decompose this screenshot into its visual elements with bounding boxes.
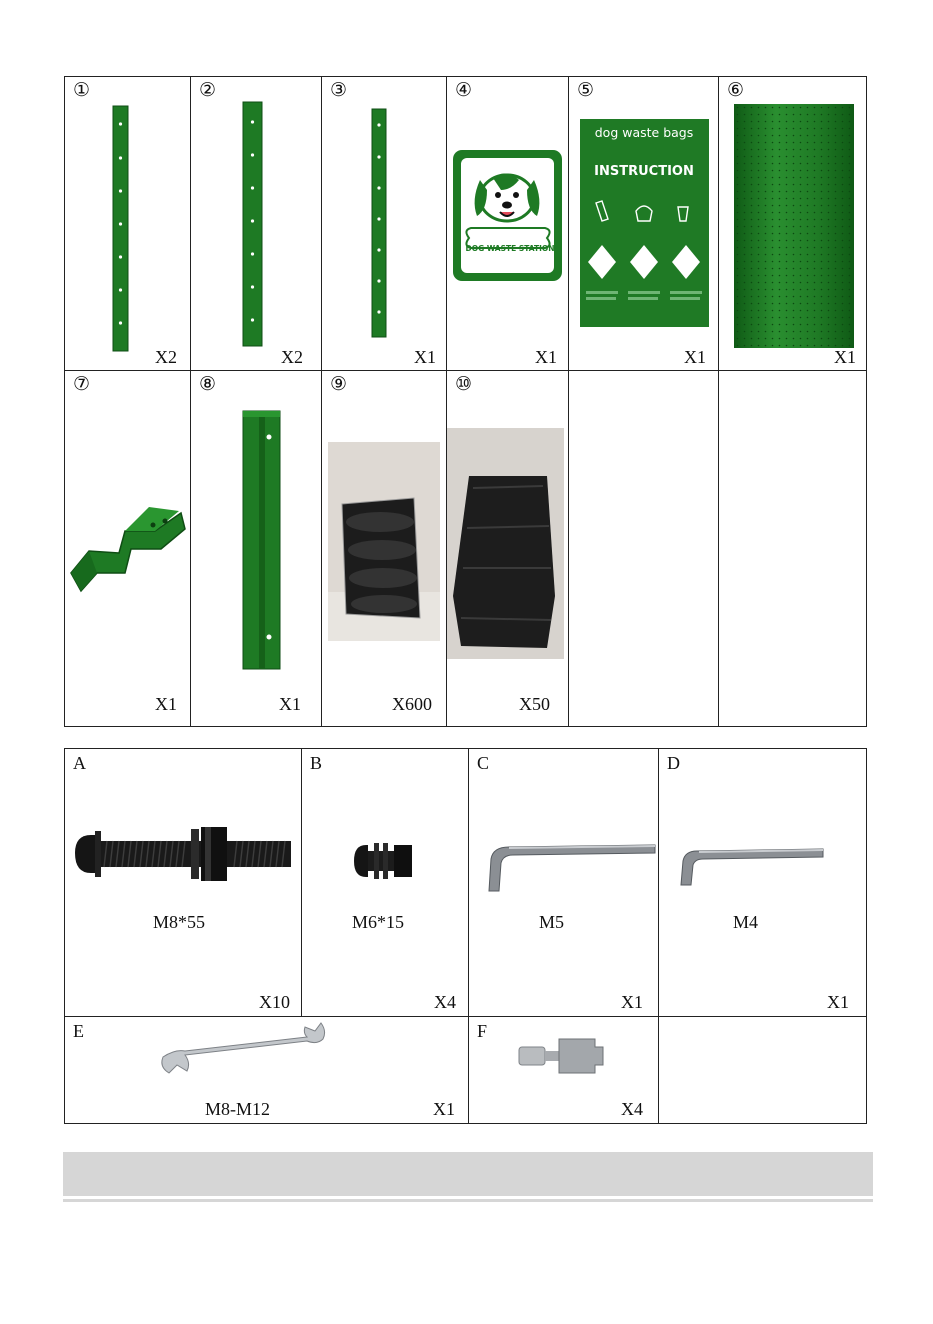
part-number: ⑤ — [577, 79, 595, 101]
dog-sign-icon — [453, 150, 563, 282]
svg-text:DOG WASTE STATION: DOG WASTE STATION — [465, 244, 555, 253]
part-quantity: X1 — [155, 694, 177, 714]
part-quantity: X50 — [519, 694, 550, 714]
hex-key-icon — [677, 845, 825, 893]
part-cell-5 — [569, 77, 719, 371]
parts-table — [64, 76, 867, 727]
key-icon — [515, 1031, 607, 1081]
hardware-size: M8*55 — [153, 912, 206, 932]
part-cell-3 — [322, 77, 447, 371]
part-cell-1 — [65, 77, 191, 371]
hardware-quantity: X10 — [259, 992, 290, 1012]
footer-divider — [63, 1199, 873, 1202]
part-number: ③ — [330, 79, 348, 101]
part-quantity: X1 — [834, 347, 856, 367]
hardware-quantity: X4 — [434, 992, 456, 1012]
part-quantity: X1 — [279, 694, 301, 714]
empty-cell — [719, 371, 866, 726]
hardware-cell-f — [469, 1017, 659, 1123]
part-quantity: X2 — [155, 347, 177, 367]
part-cell-9 — [322, 371, 447, 726]
hardware-quantity: X1 — [433, 1099, 455, 1119]
part-number: ④ — [455, 79, 473, 101]
part-quantity: X1 — [535, 347, 557, 367]
hardware-cell-b — [302, 749, 469, 1017]
channel-post-icon — [243, 411, 283, 671]
short-bolt-icon — [352, 839, 416, 885]
hardware-cell-c — [469, 749, 659, 1017]
part-number: ⑧ — [199, 373, 217, 395]
hardware-letter: C — [477, 753, 490, 773]
long-bolt-icon — [73, 821, 295, 891]
poster-title: dog waste bags — [594, 125, 694, 140]
footer-bar — [63, 1152, 873, 1196]
hardware-letter: A — [73, 753, 86, 773]
bag-rolls-icon — [328, 442, 440, 642]
poster-heading: INSTRUCTION — [594, 164, 694, 179]
hardware-letter: D — [667, 753, 680, 773]
wrench-icon — [157, 1021, 329, 1081]
hardware-cell-a — [65, 749, 302, 1017]
hardware-size: M4 — [733, 912, 759, 932]
waste-bin-icon — [734, 104, 856, 349]
part-cell-8 — [191, 371, 322, 726]
hardware-quantity: X1 — [621, 992, 643, 1012]
sign-caption — [465, 240, 555, 256]
part-cell-10 — [447, 371, 569, 726]
instruction-poster-icon — [580, 119, 710, 329]
hardware-cell-e — [65, 1017, 469, 1123]
part-number: ② — [199, 79, 217, 101]
hardware-quantity: X4 — [621, 1099, 643, 1119]
z-bracket-icon — [69, 501, 184, 596]
bracket-strip-icon — [372, 109, 388, 339]
trash-bags-icon — [447, 428, 565, 660]
part-number: ① — [73, 79, 91, 101]
part-cell-2 — [191, 77, 322, 371]
hardware-letter: F — [477, 1021, 488, 1041]
hardware-letter: B — [310, 753, 323, 773]
part-number: ⑥ — [727, 79, 745, 101]
part-cell-4 — [447, 77, 569, 371]
part-cell-7 — [65, 371, 191, 726]
part-quantity: X1 — [414, 347, 436, 367]
hardware-size: M8-M12 — [205, 1099, 271, 1119]
part-number: ⑨ — [330, 373, 348, 395]
hardware-size: M6*15 — [352, 912, 405, 932]
part-quantity: X2 — [281, 347, 303, 367]
empty-cell — [569, 371, 719, 726]
part-quantity: X600 — [392, 694, 432, 714]
part-number: ⑦ — [73, 373, 91, 395]
hardware-table — [64, 748, 867, 1124]
hardware-cell-d — [659, 749, 866, 1017]
empty-cell — [659, 1017, 866, 1123]
part-quantity: X1 — [684, 347, 706, 367]
part-number: ⑩ — [455, 373, 473, 395]
hardware-letter: E — [73, 1021, 84, 1041]
bracket-strip-icon — [113, 106, 129, 352]
hardware-size: M5 — [539, 912, 565, 932]
hardware-quantity: X1 — [827, 992, 849, 1012]
part-cell-6 — [719, 77, 866, 371]
bracket-strip-icon — [243, 102, 263, 348]
hex-key-icon — [479, 841, 657, 901]
